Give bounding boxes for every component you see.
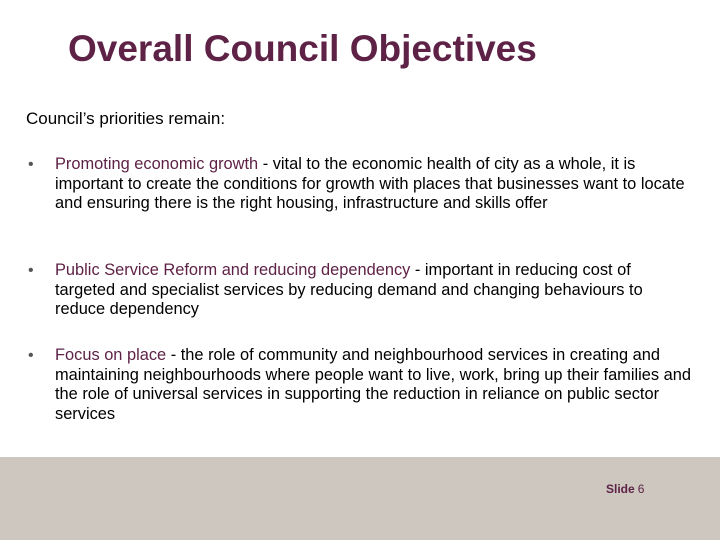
- priority-description: - vital to the economic health of city as a whole, it is important to create the conditions for growth with places that businesses want to locate and ensuring there is the right housing, infrastructure and skills offer: [55, 155, 685, 212]
- bullet-icon: •: [28, 262, 34, 279]
- intro-text: Council’s priorities remain:: [26, 109, 226, 128]
- priority-text: [55, 155, 695, 214]
- slide-number-label: Slide: [606, 482, 635, 496]
- slide-number: [606, 482, 644, 497]
- bullet-icon: •: [28, 347, 34, 364]
- bullet-icon: •: [28, 156, 34, 173]
- priority-text: [55, 261, 695, 320]
- priority-highlight: Promoting economic growth: [55, 155, 259, 173]
- footer-band: [0, 457, 720, 540]
- priority-highlight: Public Service Reform and reducing dependency: [55, 261, 411, 279]
- slide-title: Overall Council Objectives: [68, 28, 537, 69]
- slide-number-value: 6: [637, 482, 645, 496]
- priority-description: - the role of community and neighbourhood services in creating and maintaining neighbourhoods where people want to live, work, bring up their families and the role of universal services in supporting the reduction in reliance on public sector services: [55, 346, 691, 423]
- priority-description: - important in reducing cost of targeted and specialist services by reducing demand and changing behaviours to reduce dependency: [55, 261, 643, 318]
- priority-text: [55, 346, 695, 424]
- priority-highlight: Focus on place: [55, 346, 167, 364]
